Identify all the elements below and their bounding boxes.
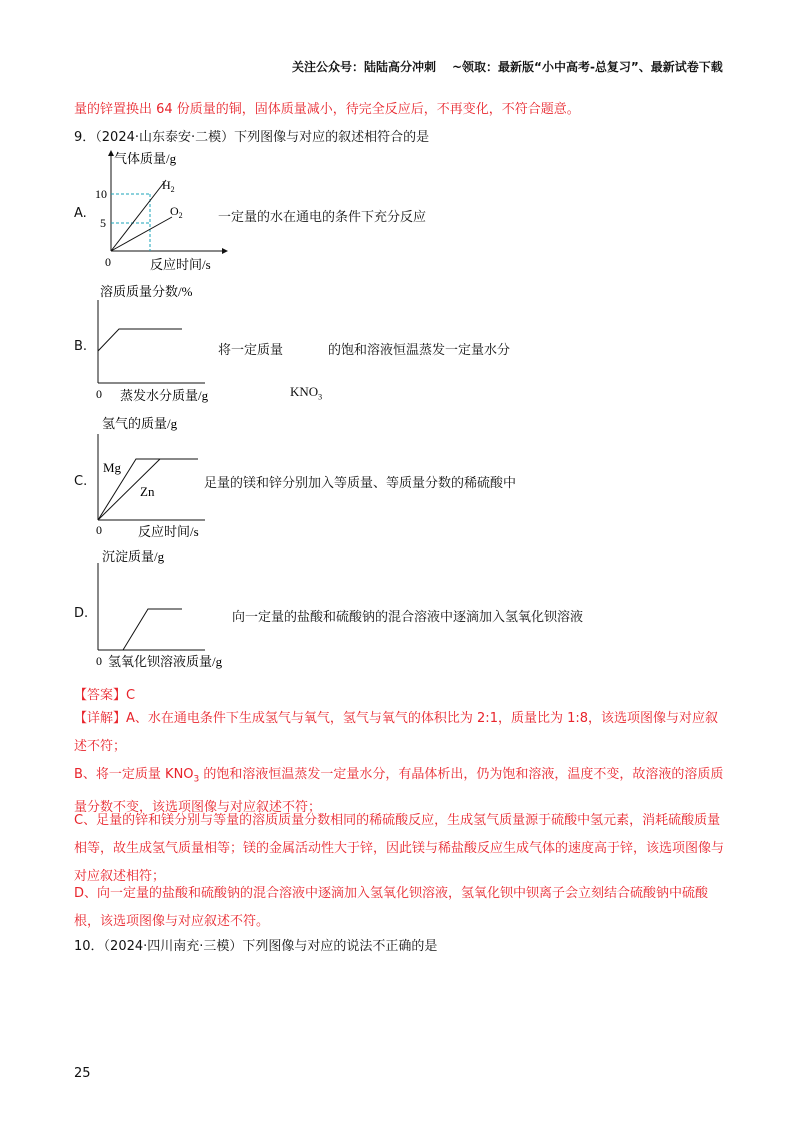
analysis-d: D、向一定量的盐酸和硫酸钠的混合溶液中逐滴加入氢氧化钡溶液，氢氧化钡中钡离子会立刻结合硫酸钠中硫酸根，该选项图像与对应叙述不符。 [74, 886, 709, 929]
y-axis-label: 氢气的质量/g [102, 416, 178, 431]
question-10-stem: 10．（2024·四川南充·三模）下列图像与对应的说法不正确的是 [74, 939, 438, 954]
option-b-formula: $KNO_3$ [290, 384, 323, 402]
option-d-chart [90, 545, 250, 675]
series-label-mg: Mg [103, 460, 122, 475]
origin-label: 0 [96, 654, 102, 668]
option-d-description: 向一定量的盐酸和硫酸钠的混合溶液中逐滴加入氢氧化钡溶液 [232, 610, 584, 625]
series-label-h2: $H_2$ [162, 178, 175, 194]
option-b-description-part2: 的饱和溶液恒温蒸发一定量水分 [328, 343, 511, 358]
answer-label: 【答案】C [74, 688, 136, 703]
series-label-o2: $O_2$ [170, 204, 183, 220]
analysis-label: 【详解】 [74, 711, 127, 726]
analysis-b: B、将一定质量 $KNO_3$ 的饱和溶液恒温蒸发一定量水分，有晶体析出，仍为饱和溶液，温度不变，故溶液的溶质质量分数不变，该选项图像与对应叙述不符； [74, 767, 724, 815]
option-b-description-part1: 将一定质量 [218, 343, 284, 358]
analysis-a: 【详解】A、水在通电条件下生成氢气与氧气，氢气与氧气的体积比为 2:1，质量比为 1:8，该选项图像与对应叙述不符； [74, 711, 719, 754]
x-axis-label: 反应时间/s [150, 257, 211, 272]
origin-label: 0 [96, 523, 102, 537]
y-tick-10: 10 [95, 187, 107, 201]
analysis-c: C、足量的锌和镁分别与等量的溶质质量分数相同的稀硫酸反应，生成氢气质量源于硫酸中氢元素，消耗硫酸质量相等，故生成氢气质量相等；镁的金属活动性大于锌，因此镁与稀盐酸反应生成气体的速度高于锌，该选项图像与对应叙述相符； [74, 813, 725, 884]
header-download-text: ~领取：最新版“小中高考-总复习”、最新试卷下载 [452, 60, 723, 74]
header-account-text: 关注公众号：陆陆高分冲刺 [292, 60, 437, 74]
origin-label: 0 [96, 387, 102, 401]
o2-line [111, 217, 172, 251]
mass-fraction-line [98, 329, 182, 351]
precipitate-line [123, 609, 182, 650]
option-b-letter: B. [74, 339, 88, 354]
previous-answer-tail: 量的锌置换出 64 份质量的铜，固体质量减小，待完全反应后，不再变化，不符合题意。 [74, 102, 580, 117]
option-a-description: 一定量的水在通电的条件下充分反应 [218, 210, 427, 225]
h2-line [111, 180, 166, 251]
series-label-zn: Zn [140, 484, 155, 499]
option-c-description: 足量的镁和锌分别加入等质量、等质量分数的稀硫酸中 [204, 476, 517, 491]
page-number: 25 [74, 1066, 91, 1081]
question-9-stem: 9．（2024·山东泰安·二模）下列图像与对应的叙述相符合的是 [74, 130, 430, 145]
origin-label: 0 [105, 255, 111, 269]
x-axis-label: 反应时间/s [138, 524, 199, 539]
y-axis-label: 沉淀质量/g [102, 549, 165, 564]
option-d-letter: D. [74, 606, 89, 621]
y-tick-5: 5 [100, 216, 106, 230]
x-axis-label: 氢氧化钡溶液质量/g [108, 654, 223, 669]
option-a-letter: A. [74, 206, 87, 221]
x-axis-label: 蒸发水分质量/g [120, 388, 209, 403]
option-c-letter: C. [74, 474, 88, 489]
y-axis-label: 溶质质量分数/% [100, 284, 193, 299]
y-axis-label: 气体质量/g [114, 151, 177, 166]
